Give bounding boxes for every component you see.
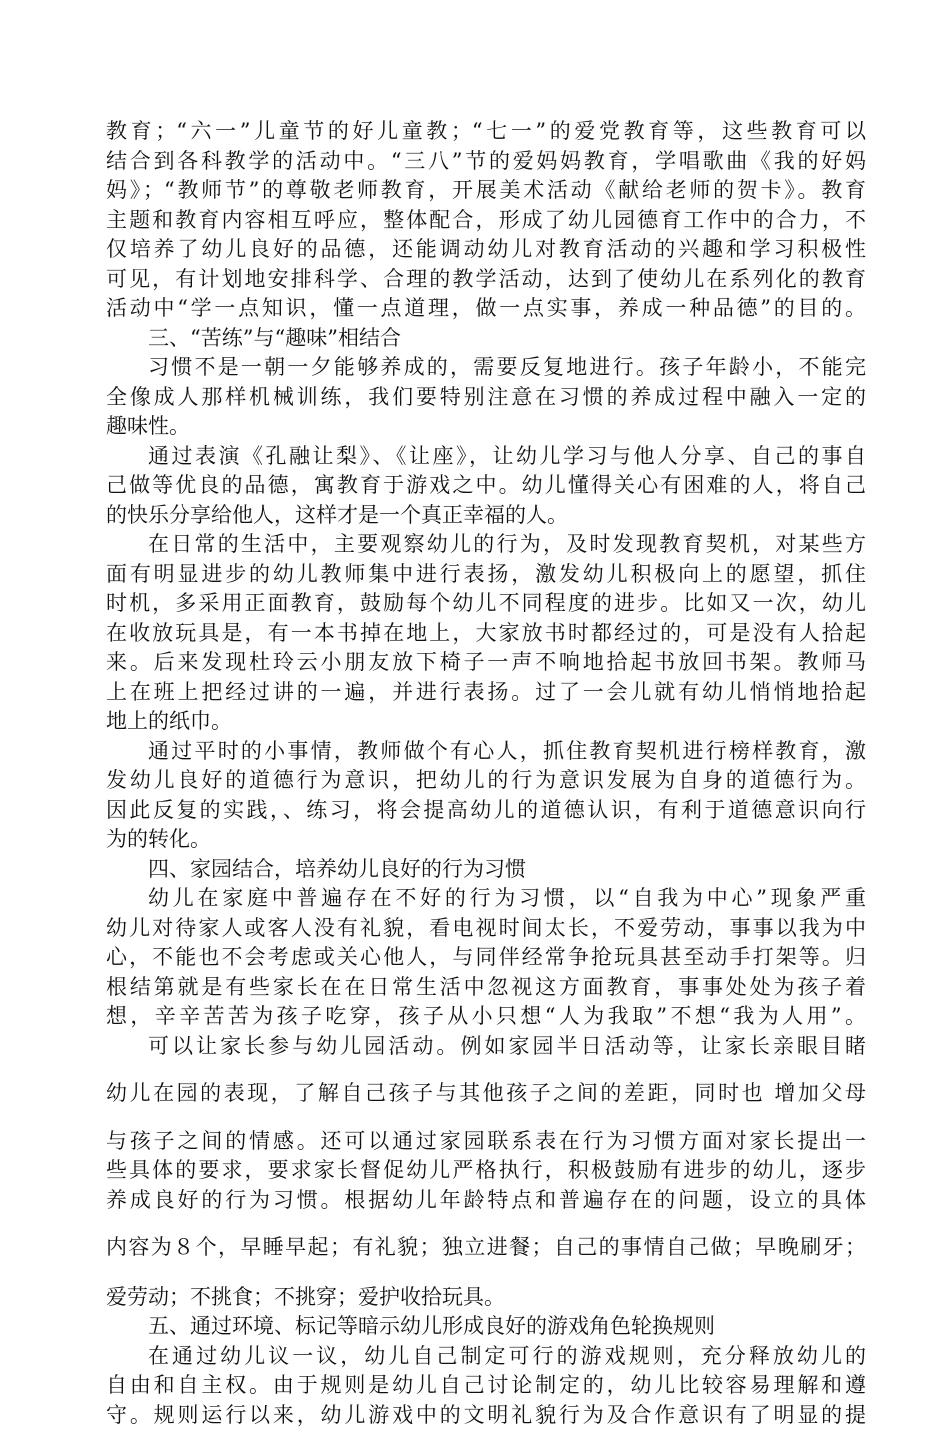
text-line: 己做等优良的品德，寓教育于游戏之中。幼儿懂得关心有困难的人，将自己 bbox=[106, 471, 866, 501]
text-line: 面有明显进步的幼儿教师集中进行表扬，激发幼儿积极向上的愿望，抓住 bbox=[106, 560, 866, 590]
text-line: 守。规则运行以来，幼儿游戏中的文明礼貌行为及合作意识有了明显的提 bbox=[106, 1401, 866, 1430]
text-line: 活动中“学一点知识，懂一点道理，做一点实事，养成一种品德”的目的。 bbox=[106, 294, 866, 324]
text-line: 在通过幼儿议一议，幼儿自己制定可行的游戏规则，充分释放幼儿的 bbox=[106, 1342, 866, 1372]
text-line: 心，不能也不会考虑或关心他人，与同伴经常争抢玩具甚至动手打架等。归 bbox=[106, 943, 866, 973]
section-heading-5: 五、通过环境、标记等暗示幼儿形成良好的游戏角色轮换规则 bbox=[106, 1312, 866, 1342]
text-line: 可见，有计划地安排科学、合理的教学活动，达到了使幼儿在系列化的教育 bbox=[106, 265, 866, 295]
text-line: 教育；“六一”儿童节的好儿童教；“七一”的爱党教育等，这些教育可以 bbox=[106, 117, 866, 147]
text-line: 幼儿在园的表现，了解自己孩子与其他孩子之间的差距，同时也 增加父母 bbox=[106, 1079, 866, 1109]
text-line: 通过表演《孔融让梨》、《让座》，让幼儿学习与他人分享、自己的事自 bbox=[106, 442, 866, 472]
text-line: 时机，多采用正面教育，鼓励每个幼儿不同程度的进步。比如又一次，幼儿 bbox=[106, 589, 866, 619]
text-line: 爱劳动；不挑食；不挑穿；爱护收拾玩具。 bbox=[106, 1283, 866, 1313]
text-line: 全像成人那样机械训练，我们要特别注意在习惯的养成过程中融入一定的 bbox=[106, 383, 866, 413]
text-line: 想，辛辛苦苦为孩子吃穿，孩子从小只想“人为我取”不想“我为人用”。 bbox=[106, 1002, 866, 1032]
text-line: 主题和教育内容相互呼应，整体配合，形成了幼儿园德育工作中的合力，不 bbox=[106, 206, 866, 236]
text-line: 幼儿在家庭中普遍存在不好的行为习惯，以“自我为中心”现象严重 bbox=[106, 884, 866, 914]
text-line: 内容为８个，早睡早起；有礼貌；独立进餐；自己的事情自己做；早晚刷牙； bbox=[106, 1233, 866, 1263]
text-line: 结合到各科教学的活动中。“三八”节的爱妈妈教育，学唱歌曲《我的好妈 bbox=[106, 147, 866, 177]
section-heading-3: 三、“苦练”与“趣味”相结合 bbox=[106, 324, 866, 354]
text-line: 发幼儿良好的道德行为意识，把幼儿的行为意识发展为自身的道德行为。 bbox=[106, 766, 866, 796]
text-line: 自由和自主权。由于规则是幼儿自己讨论制定的，幼儿比较容易理解和遵 bbox=[106, 1371, 866, 1401]
text-line: 上在班上把经过讲的一遍，并进行表扬。过了一会儿就有幼儿悄悄地拾起 bbox=[106, 678, 866, 708]
text-line: 为的转化。 bbox=[106, 825, 866, 855]
text-line: 在收放玩具是，有一本书掉在地上，大家放书时都经过的，可是没有人拾起 bbox=[106, 619, 866, 649]
text-line: 来。后来发现杜玲云小朋友放下椅子一声不响地拾起书放回书架。教师马 bbox=[106, 648, 866, 678]
text-line: 妈》；“教师节”的尊敬老师教育，开展美术活动《献给老师的贺卡》。教育 bbox=[106, 176, 866, 206]
text-line: 可以让家长参与幼儿园活动。例如家园半日活动等，让家长亲眼目睹 bbox=[106, 1032, 866, 1062]
text-line: 通过平时的小事情，教师做个有心人，抓住教育契机进行榜样教育，激 bbox=[106, 737, 866, 767]
text-line: 习惯不是一朝一夕能够养成的，需要反复地进行。孩子年龄小，不能完 bbox=[106, 353, 866, 383]
text-line: 趣味性。 bbox=[106, 412, 866, 442]
text-line: 幼儿对待家人或客人没有礼貌，看电视时间太长，不爱劳动，事事以我为中 bbox=[106, 914, 866, 944]
text-line: 的快乐分享给他人，这样才是一个真正幸福的人。 bbox=[106, 501, 866, 531]
text-line: 因此反复的实践，、练习，将会提高幼儿的道德认识，有利于道德意识向行 bbox=[106, 796, 866, 826]
text-line: 与孩子之间的情感。还可以通过家园联系表在行为习惯方面对家长提出一 bbox=[106, 1127, 866, 1157]
text-line: 仅培养了幼儿良好的品德，还能调动幼儿对教育活动的兴趣和学习积极性 bbox=[106, 235, 866, 265]
text-line: 些具体的要求，要求家长督促幼儿严格执行，积极鼓励有进步的幼儿，逐步 bbox=[106, 1156, 866, 1186]
text-line: 在日常的生活中，主要观察幼儿的行为，及时发现教育契机，对某些方 bbox=[106, 530, 866, 560]
document-body bbox=[106, 117, 866, 1430]
text-line: 地上的纸巾。 bbox=[106, 707, 866, 737]
text-line: 根结第就是有些家长在在日常生活中忽视这方面教育，事事处处为孩子着 bbox=[106, 973, 866, 1003]
section-heading-4: 四、家园结合，培养幼儿良好的行为习惯 bbox=[106, 855, 866, 885]
text-line: 养成良好的行为习惯。根据幼儿年龄特点和普遍存在的问题，设立的具体 bbox=[106, 1186, 866, 1216]
